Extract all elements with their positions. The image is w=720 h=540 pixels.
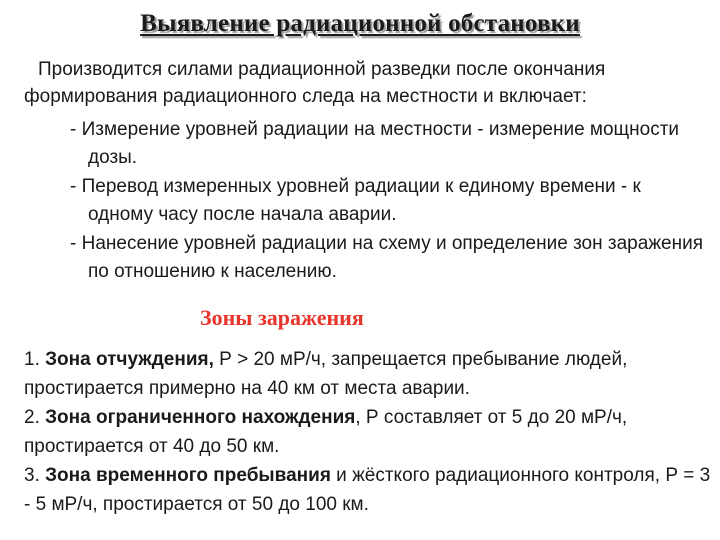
- slide-title: Выявление радиационной обстановки: [140, 10, 580, 37]
- zone-number: 1.: [24, 349, 40, 370]
- bullet-item-measurement: - Измерение уровней радиации на местности - измерение мощности дозы.: [70, 119, 680, 168]
- zones-subtitle: Зоны заражения: [200, 305, 364, 330]
- zone-description: Р > 20 мР/ч, запрещается пребывание людей, простирается примерно на 40 км от места аварии.: [24, 349, 628, 399]
- zone-item-exclusion: [24, 345, 714, 403]
- zone-description: и жёсткого радиационного контроля, Р = 3 - 5 мР/ч, простирается от 50 до 100 км.: [24, 465, 711, 515]
- zone-number: 2.: [24, 407, 40, 428]
- zone-name: Зона временного пребывания: [45, 465, 331, 486]
- zone-item-temporary: [24, 461, 714, 519]
- zone-number: 3.: [24, 465, 40, 486]
- bullet-item-conversion: - Перевод измеренных уровней радиации к единому времени - к одному часу после начала аварии.: [70, 176, 641, 225]
- zone-description: , Р составляет от 5 до 20 мР/ч, простирается от 40 до 50 км.: [24, 407, 628, 457]
- zone-name: Зона отчуждения,: [45, 349, 214, 370]
- zone-item-restricted: [24, 403, 714, 461]
- bullet-list: [70, 116, 710, 287]
- zone-name: Зона ограниченного нахождения: [45, 407, 356, 428]
- bullet-item-mapping: - Нанесение уровней радиации на схему и определение зон заражения по отношению к населению.: [70, 233, 703, 282]
- intro-paragraph: Производится силами радиационной разведки после окончания формирования радиационного следа на местности и включает:: [24, 59, 606, 107]
- zones-list: [24, 345, 714, 519]
